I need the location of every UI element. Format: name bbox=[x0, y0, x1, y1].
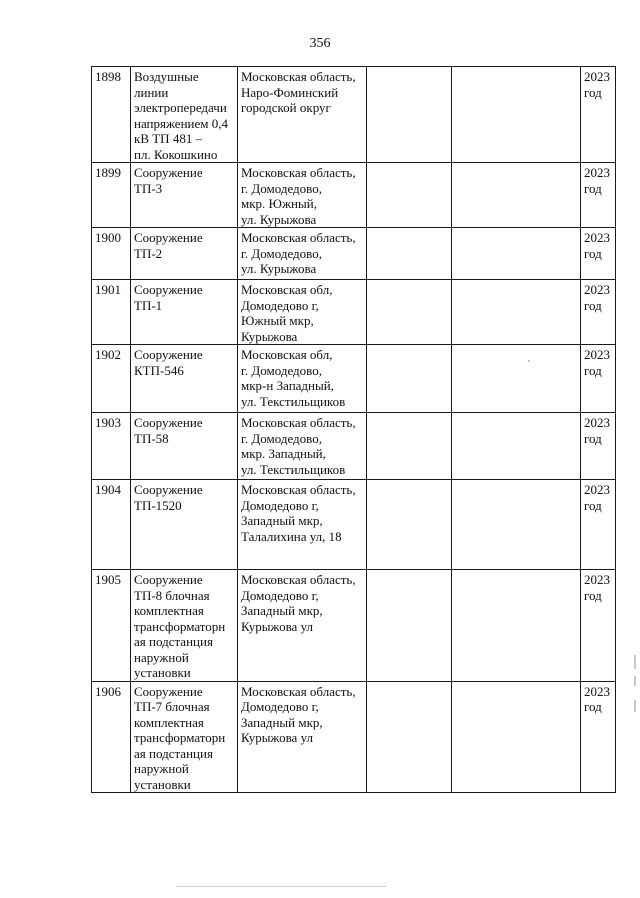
table-row bbox=[92, 228, 616, 280]
scan-edge-mark bbox=[634, 676, 636, 686]
empty-cell bbox=[452, 681, 581, 793]
object-name: Сооружение ТП-1 bbox=[131, 280, 238, 345]
year: 2023 год bbox=[581, 480, 616, 570]
empty-cell bbox=[367, 570, 452, 682]
empty-cell bbox=[452, 163, 581, 228]
scan-edge-mark bbox=[634, 700, 636, 712]
object-address: Московская обл, г. Домодедово, мкр-н Западный, ул. Текстильщиков bbox=[238, 345, 367, 413]
empty-cell bbox=[367, 345, 452, 413]
empty-cell bbox=[367, 681, 452, 793]
year: 2023 год bbox=[581, 280, 616, 345]
empty-cell bbox=[367, 480, 452, 570]
object-address: Московская область, Домодедово г, Западный мкр, Талалихина ул, 18 bbox=[238, 480, 367, 570]
object-address: Московская область, Домодедово г, Западный мкр, Курыжова ул bbox=[238, 681, 367, 793]
object-address: Московская обл, Домодедово г, Южный мкр, Курыжова bbox=[238, 280, 367, 345]
object-address: Московская область, г. Домодедово, ул. Курыжова bbox=[238, 228, 367, 280]
year: 2023 год bbox=[581, 345, 616, 413]
scan-edge-mark bbox=[634, 655, 636, 669]
scan-bottom-line bbox=[176, 886, 386, 887]
year: 2023 год bbox=[581, 67, 616, 163]
table-row bbox=[92, 480, 616, 570]
empty-cell bbox=[452, 480, 581, 570]
year: 2023 год bbox=[581, 163, 616, 228]
row-number: 1904 bbox=[92, 480, 131, 570]
object-name: Сооружение ТП-3 bbox=[131, 163, 238, 228]
object-address: Московская область, Домодедово г, Западный мкр, Курыжова ул bbox=[238, 570, 367, 682]
year: 2023 год bbox=[581, 413, 616, 480]
row-number: 1906 bbox=[92, 681, 131, 793]
empty-cell bbox=[452, 280, 581, 345]
table-row bbox=[92, 67, 616, 163]
empty-cell bbox=[367, 413, 452, 480]
empty-cell bbox=[367, 228, 452, 280]
object-name: Сооружение ТП-7 блочная комплектная трансформаторн ая подстанция наружной установки bbox=[131, 681, 238, 793]
empty-cell bbox=[452, 413, 581, 480]
table-row bbox=[92, 681, 616, 793]
object-address: Московская область, Наро-Фоминский городской округ bbox=[238, 67, 367, 163]
year: 2023 год bbox=[581, 681, 616, 793]
object-name: Сооружение ТП-2 bbox=[131, 228, 238, 280]
scan-speck bbox=[528, 360, 530, 362]
row-number: 1905 bbox=[92, 570, 131, 682]
table-row bbox=[92, 570, 616, 682]
object-name: Сооружение ТП-58 bbox=[131, 413, 238, 480]
empty-cell bbox=[452, 345, 581, 413]
empty-cell bbox=[367, 163, 452, 228]
table-row bbox=[92, 280, 616, 345]
object-name: Сооружение ТП-8 блочная комплектная трансформаторн ая подстанция наружной установки bbox=[131, 570, 238, 682]
year: 2023 год bbox=[581, 570, 616, 682]
empty-cell bbox=[367, 67, 452, 163]
table-row bbox=[92, 413, 616, 480]
registry-table bbox=[91, 66, 616, 793]
page-number: 356 bbox=[309, 36, 331, 51]
row-number: 1899 bbox=[92, 163, 131, 228]
row-number: 1898 bbox=[92, 67, 131, 163]
row-number: 1903 bbox=[92, 413, 131, 480]
row-number: 1902 bbox=[92, 345, 131, 413]
object-name: Сооружение ТП-1520 bbox=[131, 480, 238, 570]
empty-cell bbox=[367, 280, 452, 345]
object-address: Московская область, г. Домодедово, мкр. Западный, ул. Текстильщиков bbox=[238, 413, 367, 480]
object-name: Сооружение КТП-546 bbox=[131, 345, 238, 413]
object-address: Московская область, г. Домодедово, мкр. Южный, ул. Курыжова bbox=[238, 163, 367, 228]
empty-cell bbox=[452, 570, 581, 682]
object-name: Воздушные линии электропередачи напряжением 0,4 кВ ТП 481 – пл. Кокошкино bbox=[131, 67, 238, 163]
table-row bbox=[92, 345, 616, 413]
empty-cell bbox=[452, 67, 581, 163]
table-row bbox=[92, 163, 616, 228]
row-number: 1901 bbox=[92, 280, 131, 345]
row-number: 1900 bbox=[92, 228, 131, 280]
year: 2023 год bbox=[581, 228, 616, 280]
empty-cell bbox=[452, 228, 581, 280]
